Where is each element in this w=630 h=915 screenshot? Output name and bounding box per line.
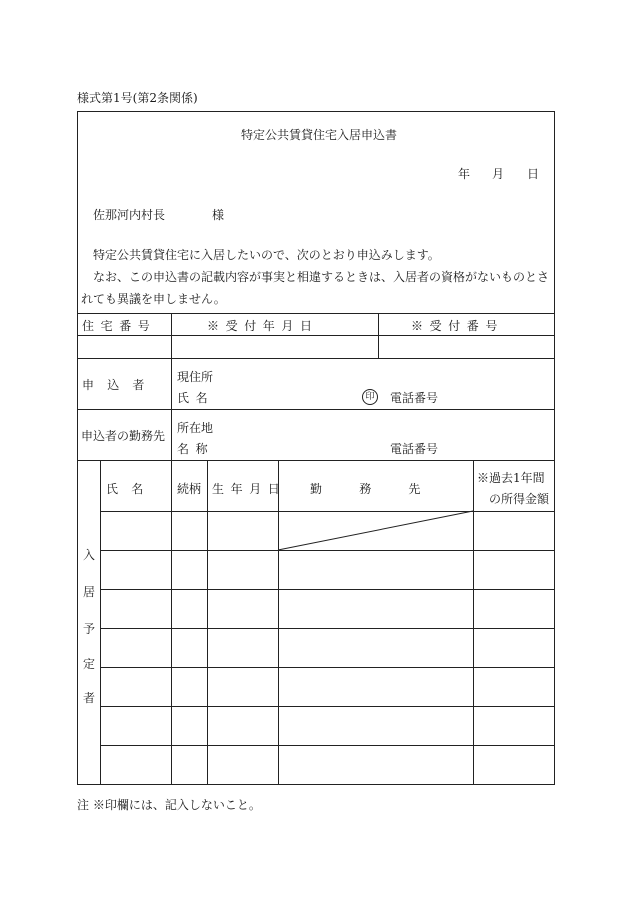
label-applicant-phone: 電話番号: [390, 391, 439, 405]
intro-line-1: 特定公共賃貸住宅に入居したいので、次のとおり申込みします。: [93, 248, 440, 262]
side-label-char-3: 予: [83, 622, 96, 636]
form-number: 様式第1号(第2条関係): [77, 91, 198, 105]
side-label-char-4: 定: [83, 657, 96, 671]
date-day: 日: [527, 167, 540, 181]
label-received-date: ※受付年月日: [207, 319, 319, 333]
label-housing-number: 住宅番号: [82, 319, 157, 333]
label-applicant-name: 氏名: [177, 391, 215, 405]
label-workplace: 申込者の勤務先: [81, 429, 166, 443]
intro-line-3: れても異議を申しません。: [81, 292, 226, 306]
side-label-char-1: 入: [83, 548, 96, 562]
col-header-relation: 続柄: [177, 482, 202, 496]
label-workplace-phone: 電話番号: [390, 442, 439, 456]
label-received-number: ※受付番号: [411, 319, 505, 333]
label-workplace-name: 名称: [177, 442, 215, 456]
addressee-name: 佐那河内村長: [93, 208, 166, 222]
date-year: 年: [458, 167, 471, 181]
col-header-income-1: ※過去1年間: [477, 471, 545, 485]
side-label-char-2: 居: [83, 585, 96, 599]
col-header-workplace: 勤務先: [310, 482, 458, 496]
addressee-honorific: 様: [212, 208, 225, 222]
col-header-income-2: の所得金額: [489, 492, 550, 506]
intro-line-2: なお、この申込書の記載内容が事実と相違するときは、入居者の資格がないものとさ: [93, 270, 550, 284]
footnote: 注 ※印欄には、記入しないこと。: [77, 798, 261, 812]
date-month: 月: [492, 167, 505, 181]
label-current-address: 現住所: [177, 370, 214, 384]
col-header-name: 氏名: [106, 482, 157, 496]
seal-mark: 印: [362, 389, 378, 405]
label-applicant: 申込者: [82, 378, 158, 392]
form-title: 特定公共賃貸住宅入居申込書: [241, 128, 398, 142]
col-header-birthdate: 生年月日: [212, 482, 287, 496]
label-workplace-location: 所在地: [177, 421, 214, 435]
side-label-char-5: 者: [83, 691, 96, 705]
